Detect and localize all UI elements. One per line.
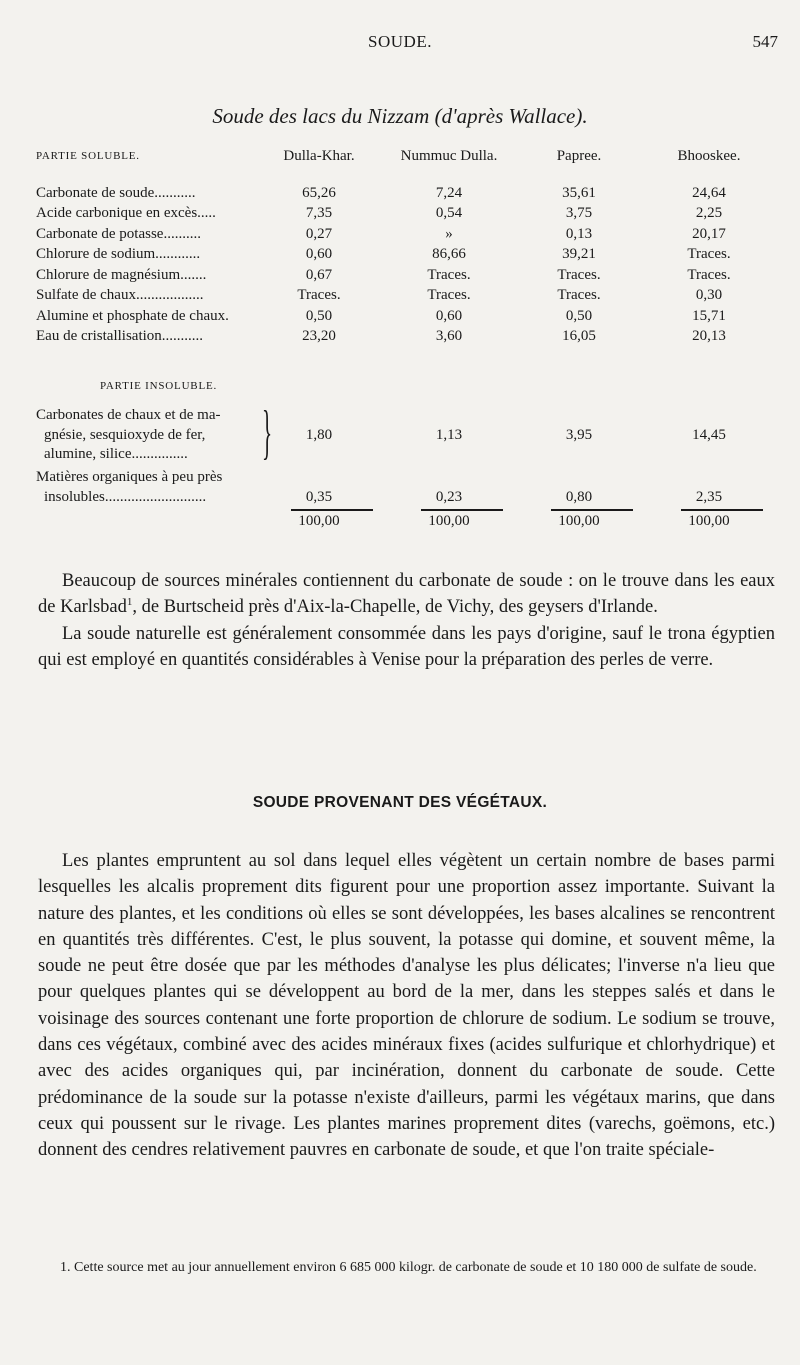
row-label: Chlorure de magnésium....... [36, 266, 207, 283]
cell: 3,95 [565, 427, 593, 443]
cell: Traces. [687, 266, 731, 283]
matieres-values-row [36, 487, 776, 508]
main-paragraph [38, 848, 775, 1164]
table-row [36, 306, 776, 327]
table-row [36, 244, 776, 265]
running-head-title: SOUDE. [368, 32, 432, 51]
row-label: Carbonate de potasse.......... [36, 225, 201, 242]
cell: 20,13 [692, 328, 726, 344]
paragraph: Les plantes empruntent au sol dans lequel elles végètent un certain nombre de bases parmi lesquelles les alcalis proprement dits figurent pour une proportion assez importante. Suivant la nature des plantes, et les conditions où elles se sont développées, les bases alcalines se rencontrent en quantités très différentes. C'est, le plus souvent, la potasse qui domine, et souvent même, la soude ne peut être dosée que par les méthodes d'analyse les plus délicates; l'inverse n'a lieu que pour quelques plantes qui se développent au bord de la mer, dans les steppes salés et dans le voisinage des sources contenant une forte proportion de chlorure de sodium. Le sodium se trouve, dans ces végétaux, combiné avec des acides minéraux fixes (acides sulfurique et chlorhydrique) et avec des acides organiques qui, par incinération, donnent du carbonate de soude. Cette prédominance de la soude sur la potasse n'existe d'ailleurs, parmi les végétaux marins, que dans ceux qui poussent sur le rivage. Les plantes marines proprement dites (varechs, goëmons, etc.) donnent des cendres relativement pauvres en carbonate de soude, et que l'on traite spéciale- [38, 851, 775, 1161]
column-header: Papree. [556, 148, 602, 164]
carbonates-label-line: alumine, silice............... [44, 446, 188, 462]
brace-glyph: } [262, 399, 273, 465]
column-header: Dulla-Khar. [283, 148, 355, 164]
row-label: Carbonate de soude........... [36, 184, 196, 201]
column-header: Bhooskee. [677, 148, 741, 164]
paragraph: Beaucoup de sources minérales contiennent du carbonate de soude : on le trouve dans les eaux de Karlsbad$^1$, de Burtscheid près d'Aix-la-Chapelle, de Vichy, des geysers d'Irlande. [38, 571, 775, 618]
row-label: Eau de cristallisation........... [36, 328, 204, 344]
carbonates-values-row [36, 425, 776, 446]
cell: 3,60 [435, 328, 463, 344]
table-row [36, 203, 776, 224]
page-number: 547 [752, 32, 778, 51]
column-header: Nummuc Dulla. [400, 148, 498, 164]
soluble-heading: PARTIE SOLUBLE. [36, 150, 140, 162]
cell: 2,25 [695, 205, 723, 221]
intro-paragraphs [38, 568, 775, 673]
cell: 86,66 [432, 246, 466, 262]
table-row [36, 326, 776, 347]
cell: 35,61 [562, 184, 596, 201]
cell: 0,50 [305, 307, 333, 324]
totals-row [36, 511, 776, 532]
cell: 0,80 [565, 489, 593, 505]
carbonates-label-line: gnésie, sesquioxyde de fer, [44, 426, 206, 443]
cell: 23,20 [302, 328, 336, 344]
cell: 16,05 [562, 328, 596, 344]
table-row [36, 224, 776, 245]
cell: 0,50 [565, 307, 593, 324]
cell: 39,21 [562, 246, 596, 262]
cell: Traces. [427, 287, 471, 303]
paragraph: La soude naturelle est généralement consommée dans les pays d'origine, sauf le trona égyptien qui est employé en quantités considérables à Venise pour la préparation des perles de verre. [38, 623, 775, 670]
running-head [0, 32, 800, 54]
total-cell: 100,00 [298, 513, 340, 529]
cell: 7,24 [435, 184, 463, 201]
cell: Traces. [427, 266, 471, 283]
cell: 14,45 [692, 427, 726, 443]
cell: 2,35 [695, 489, 723, 505]
table-row [36, 285, 776, 306]
cell: 0,54 [435, 205, 463, 221]
matieres-label-line: Matières organiques à peu près [36, 469, 223, 485]
cell: 0,35 [305, 489, 333, 505]
cell: 1,13 [435, 427, 463, 443]
cell: 0,30 [695, 287, 723, 303]
cell: 0,67 [305, 266, 333, 283]
footnote-ref[interactable]: 1 [126, 596, 133, 609]
footnote [38, 1258, 775, 1278]
section-heading: SOUDE PROVENANT DES VÉGÉTAUX. [252, 794, 548, 811]
cell: Traces. [557, 266, 601, 283]
cell: 65,26 [302, 184, 336, 201]
cell: Traces. [557, 287, 601, 303]
table-row [36, 265, 776, 286]
matieres-label-line: insolubles........................... [44, 488, 207, 505]
cell: 0,60 [305, 246, 333, 262]
table-row [36, 183, 776, 204]
cell: 0,13 [565, 225, 593, 242]
cell: 20,17 [692, 225, 726, 242]
composition-table [36, 146, 776, 347]
row-label: Sulfate de chaux.................. [36, 287, 204, 303]
cell: 0,27 [305, 225, 333, 242]
row-label: Chlorure de sodium............ [36, 246, 201, 262]
cell: 15,71 [692, 307, 726, 324]
cell: 24,64 [692, 184, 726, 201]
row-label: Alumine et phosphate de chaux. [36, 307, 229, 324]
cell: Traces. [297, 287, 341, 303]
cell: 3,75 [565, 205, 593, 221]
carbonates-label-line: Carbonates de chaux et de ma- [36, 407, 221, 423]
cell: Traces. [687, 246, 731, 262]
cell: 0,60 [435, 307, 463, 324]
cell: 0,23 [435, 489, 463, 505]
footnote-text: 1. Cette source met au jour annuellement environ 6 685 000 kilogr. de carbonate de soude et 10 180 000 de sulfate de soude. [60, 1260, 757, 1275]
insoluble-heading: PARTIE INSOLUBLE. [100, 380, 218, 392]
cell: » [445, 225, 453, 242]
total-cell: 100,00 [428, 513, 470, 529]
row-label: Acide carbonique en excès..... [36, 205, 216, 221]
table-title: Soude des lacs du Nizzam (d'après Wallace). [212, 104, 588, 128]
cell: 7,35 [305, 205, 333, 221]
total-cell: 100,00 [558, 513, 600, 529]
table-header-row [36, 146, 776, 167]
cell: 1,80 [305, 427, 333, 443]
total-cell: 100,00 [688, 513, 730, 529]
